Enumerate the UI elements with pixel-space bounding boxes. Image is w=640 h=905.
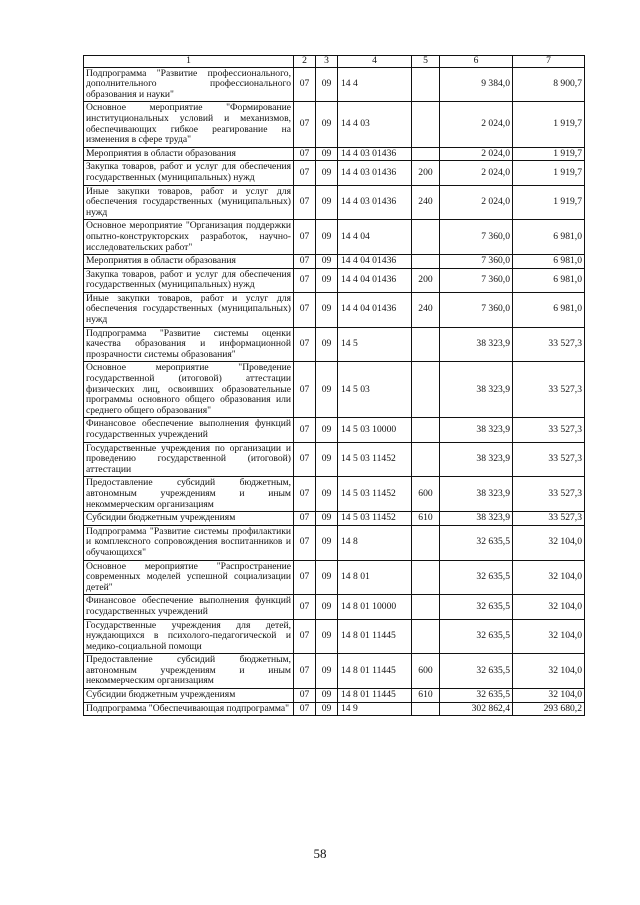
table-row bbox=[84, 418, 585, 442]
amount-col-7: 32 104,0 bbox=[513, 619, 585, 654]
target-article-code: 14 8 01 11445 bbox=[338, 689, 412, 703]
amount-col-7: 33 527,3 bbox=[513, 362, 585, 418]
target-article-code: 14 5 03 11452 bbox=[338, 512, 412, 526]
target-article-code: 14 5 03 11452 bbox=[338, 477, 412, 512]
amount-col-7: 32 104,0 bbox=[513, 689, 585, 703]
section-code: 07 bbox=[294, 619, 316, 654]
amount-col-7: 32 104,0 bbox=[513, 595, 585, 619]
amount-col-7: 33 527,3 bbox=[513, 477, 585, 512]
target-article-code: 14 9 bbox=[338, 702, 412, 716]
section-code: 07 bbox=[294, 67, 316, 102]
table-row bbox=[84, 161, 585, 185]
section-code: 07 bbox=[294, 512, 316, 526]
target-article-code: 14 4 03 01436 bbox=[338, 185, 412, 220]
section-code: 07 bbox=[294, 220, 316, 255]
table-row bbox=[84, 619, 585, 654]
expense-type-code: 200 bbox=[412, 268, 440, 292]
amount-col-6: 7 360,0 bbox=[440, 292, 513, 327]
amount-col-6: 2 024,0 bbox=[440, 102, 513, 147]
target-article-code: 14 8 bbox=[338, 525, 412, 560]
expense-type-code: 610 bbox=[412, 512, 440, 526]
expense-type-code bbox=[412, 102, 440, 147]
expense-type-code bbox=[412, 362, 440, 418]
row-name: Субсидии бюджетным учреждениям bbox=[84, 512, 294, 526]
row-name: Закупка товаров, работ и услуг для обеспечения государственных (муниципальных) нужд bbox=[84, 161, 294, 185]
target-article-code: 14 4 04 01436 bbox=[338, 255, 412, 269]
row-name: Основное мероприятие "Формирование институциональных условий и механизмов, обеспечивающих гибкое реагирование на изменения в сфере труда" bbox=[84, 102, 294, 147]
section-code: 07 bbox=[294, 268, 316, 292]
section-code: 07 bbox=[294, 292, 316, 327]
amount-col-7: 33 527,3 bbox=[513, 512, 585, 526]
target-article-code: 14 8 01 bbox=[338, 560, 412, 595]
column-header-7: 7 bbox=[513, 56, 585, 68]
row-name: Подпрограмма "Развитие профессионального, дополнительного профессионального образования и науки" bbox=[84, 67, 294, 102]
row-name: Финансовое обеспечение выполнения функций государственных учреждений bbox=[84, 595, 294, 619]
subsection-code: 09 bbox=[316, 512, 338, 526]
subsection-code: 09 bbox=[316, 442, 338, 477]
row-name: Иные закупки товаров, работ и услуг для обеспечения государственных (муниципальных) нужд bbox=[84, 185, 294, 220]
target-article-code: 14 4 04 bbox=[338, 220, 412, 255]
amount-col-6: 38 323,9 bbox=[440, 442, 513, 477]
amount-col-6: 32 635,5 bbox=[440, 689, 513, 703]
expense-type-code bbox=[412, 67, 440, 102]
column-header-1: 1 bbox=[84, 56, 294, 68]
table-row bbox=[84, 362, 585, 418]
expense-type-code bbox=[412, 560, 440, 595]
row-name: Предоставление субсидий бюджетным, автономным учреждениям и иным некоммерческим организациям bbox=[84, 654, 294, 689]
table-row bbox=[84, 595, 585, 619]
amount-col-6: 38 323,9 bbox=[440, 418, 513, 442]
table-row bbox=[84, 477, 585, 512]
subsection-code: 09 bbox=[316, 292, 338, 327]
amount-col-7: 33 527,3 bbox=[513, 442, 585, 477]
table-row bbox=[84, 442, 585, 477]
subsection-code: 09 bbox=[316, 619, 338, 654]
section-code: 07 bbox=[294, 689, 316, 703]
expense-type-code bbox=[412, 442, 440, 477]
section-code: 07 bbox=[294, 255, 316, 269]
target-article-code: 14 4 03 bbox=[338, 102, 412, 147]
row-name: Мероприятия в области образования bbox=[84, 147, 294, 161]
amount-col-6: 32 635,5 bbox=[440, 595, 513, 619]
row-name: Государственные учреждения по организации и проведению государственной (итоговой) аттестации bbox=[84, 442, 294, 477]
expense-type-code bbox=[412, 702, 440, 716]
row-name: Подпрограмма "Развитие системы оценки качества образования и информационной прозрачности системы образования" bbox=[84, 327, 294, 362]
row-name: Иные закупки товаров, работ и услуг для обеспечения государственных (муниципальных) нужд bbox=[84, 292, 294, 327]
column-header-5: 5 bbox=[412, 56, 440, 68]
expense-type-code bbox=[412, 147, 440, 161]
amount-col-7: 6 981,0 bbox=[513, 255, 585, 269]
section-code: 07 bbox=[294, 560, 316, 595]
row-name: Основное мероприятие "Организация поддержки опытно-конструкторских разработок, научно-исследовательских работ" bbox=[84, 220, 294, 255]
table-row bbox=[84, 292, 585, 327]
subsection-code: 09 bbox=[316, 161, 338, 185]
amount-col-7: 1 919,7 bbox=[513, 161, 585, 185]
expense-type-code bbox=[412, 327, 440, 362]
table-row bbox=[84, 702, 585, 716]
table-row bbox=[84, 147, 585, 161]
subsection-code: 09 bbox=[316, 67, 338, 102]
section-code: 07 bbox=[294, 595, 316, 619]
amount-col-7: 1 919,7 bbox=[513, 102, 585, 147]
table-row bbox=[84, 185, 585, 220]
subsection-code: 09 bbox=[316, 327, 338, 362]
amount-col-7: 32 104,0 bbox=[513, 654, 585, 689]
target-article-code: 14 5 03 10000 bbox=[338, 418, 412, 442]
expense-type-code: 200 bbox=[412, 161, 440, 185]
section-code: 07 bbox=[294, 327, 316, 362]
target-article-code: 14 5 bbox=[338, 327, 412, 362]
amount-col-7: 6 981,0 bbox=[513, 220, 585, 255]
row-name: Закупка товаров, работ и услуг для обеспечения государственных (муниципальных) нужд bbox=[84, 268, 294, 292]
subsection-code: 09 bbox=[316, 255, 338, 269]
amount-col-6: 7 360,0 bbox=[440, 268, 513, 292]
section-code: 07 bbox=[294, 654, 316, 689]
section-code: 07 bbox=[294, 525, 316, 560]
column-header-2: 2 bbox=[294, 56, 316, 68]
amount-col-7: 1 919,7 bbox=[513, 185, 585, 220]
table-row bbox=[84, 327, 585, 362]
table-row bbox=[84, 268, 585, 292]
amount-col-6: 7 360,0 bbox=[440, 255, 513, 269]
expense-type-code: 600 bbox=[412, 654, 440, 689]
target-article-code: 14 8 01 10000 bbox=[338, 595, 412, 619]
table-row bbox=[84, 512, 585, 526]
expense-type-code: 610 bbox=[412, 689, 440, 703]
amount-col-7: 293 680,2 bbox=[513, 702, 585, 716]
subsection-code: 09 bbox=[316, 654, 338, 689]
row-name: Субсидии бюджетным учреждениям bbox=[84, 689, 294, 703]
expense-type-code bbox=[412, 418, 440, 442]
expense-type-code bbox=[412, 220, 440, 255]
row-name: Подпрограмма "Обеспечивающая подпрограмма" bbox=[84, 702, 294, 716]
amount-col-6: 2 024,0 bbox=[440, 147, 513, 161]
table-row bbox=[84, 560, 585, 595]
table-row bbox=[84, 67, 585, 102]
subsection-code: 09 bbox=[316, 560, 338, 595]
table-row bbox=[84, 255, 585, 269]
amount-col-7: 32 104,0 bbox=[513, 560, 585, 595]
subsection-code: 09 bbox=[316, 595, 338, 619]
section-code: 07 bbox=[294, 702, 316, 716]
expense-type-code: 240 bbox=[412, 185, 440, 220]
target-article-code: 14 4 03 01436 bbox=[338, 147, 412, 161]
expense-type-code: 240 bbox=[412, 292, 440, 327]
amount-col-7: 1 919,7 bbox=[513, 147, 585, 161]
table-row bbox=[84, 654, 585, 689]
amount-col-6: 38 323,9 bbox=[440, 362, 513, 418]
subsection-code: 09 bbox=[316, 362, 338, 418]
subsection-code: 09 bbox=[316, 689, 338, 703]
amount-col-6: 38 323,9 bbox=[440, 512, 513, 526]
amount-col-6: 7 360,0 bbox=[440, 220, 513, 255]
column-header-3: 3 bbox=[316, 56, 338, 68]
section-code: 07 bbox=[294, 185, 316, 220]
section-code: 07 bbox=[294, 442, 316, 477]
target-article-code: 14 4 03 01436 bbox=[338, 161, 412, 185]
row-name: Предоставление субсидий бюджетным, автономным учреждениям и иным некоммерческим организациям bbox=[84, 477, 294, 512]
row-name: Подпрограмма "Развитие системы профилактики и комплексного сопровождения воспитанников и обучающихся" bbox=[84, 525, 294, 560]
section-code: 07 bbox=[294, 102, 316, 147]
subsection-code: 09 bbox=[316, 268, 338, 292]
page-number: 58 bbox=[313, 846, 327, 861]
row-name: Основное мероприятие "Проведение государственной (итоговой) аттестации физических лиц, освоивших образовательные программы основного общего образования или среднего общего образования" bbox=[84, 362, 294, 418]
section-code: 07 bbox=[294, 161, 316, 185]
amount-col-7: 33 527,3 bbox=[513, 418, 585, 442]
amount-col-6: 38 323,9 bbox=[440, 327, 513, 362]
expense-type-code bbox=[412, 525, 440, 560]
table-row bbox=[84, 689, 585, 703]
amount-col-7: 6 981,0 bbox=[513, 268, 585, 292]
amount-col-6: 32 635,5 bbox=[440, 525, 513, 560]
amount-col-7: 33 527,3 bbox=[513, 327, 585, 362]
target-article-code: 14 4 bbox=[338, 67, 412, 102]
subsection-code: 09 bbox=[316, 185, 338, 220]
amount-col-6: 2 024,0 bbox=[440, 161, 513, 185]
subsection-code: 09 bbox=[316, 418, 338, 442]
amount-col-6: 32 635,5 bbox=[440, 560, 513, 595]
amount-col-6: 2 024,0 bbox=[440, 185, 513, 220]
target-article-code: 14 4 04 01436 bbox=[338, 292, 412, 327]
expense-type-code bbox=[412, 595, 440, 619]
row-name: Основное мероприятие "Распространение современных моделей успешной социализации детей" bbox=[84, 560, 294, 595]
subsection-code: 09 bbox=[316, 702, 338, 716]
amount-col-7: 8 900,7 bbox=[513, 67, 585, 102]
amount-col-7: 32 104,0 bbox=[513, 525, 585, 560]
amount-col-6: 32 635,5 bbox=[440, 654, 513, 689]
target-article-code: 14 5 03 11452 bbox=[338, 442, 412, 477]
expense-type-code bbox=[412, 255, 440, 269]
expense-type-code bbox=[412, 619, 440, 654]
subsection-code: 09 bbox=[316, 102, 338, 147]
subsection-code: 09 bbox=[316, 477, 338, 512]
row-name: Финансовое обеспечение выполнения функций государственных учреждений bbox=[84, 418, 294, 442]
header-row bbox=[84, 56, 585, 68]
column-header-6: 6 bbox=[440, 56, 513, 68]
target-article-code: 14 8 01 11445 bbox=[338, 619, 412, 654]
section-code: 07 bbox=[294, 147, 316, 161]
target-article-code: 14 8 01 11445 bbox=[338, 654, 412, 689]
amount-col-6: 302 862,4 bbox=[440, 702, 513, 716]
subsection-code: 09 bbox=[316, 147, 338, 161]
target-article-code: 14 5 03 bbox=[338, 362, 412, 418]
table-row bbox=[84, 102, 585, 147]
target-article-code: 14 4 04 01436 bbox=[338, 268, 412, 292]
amount-col-7: 6 981,0 bbox=[513, 292, 585, 327]
subsection-code: 09 bbox=[316, 525, 338, 560]
budget-table bbox=[83, 55, 585, 716]
amount-col-6: 38 323,9 bbox=[440, 477, 513, 512]
subsection-code: 09 bbox=[316, 220, 338, 255]
expense-type-code: 600 bbox=[412, 477, 440, 512]
table-row bbox=[84, 220, 585, 255]
row-name: Государственные учреждения для детей, нуждающихся в психолого-педагогической и медико-социальной помощи bbox=[84, 619, 294, 654]
column-header-4: 4 bbox=[338, 56, 412, 68]
amount-col-6: 32 635,5 bbox=[440, 619, 513, 654]
table-row bbox=[84, 525, 585, 560]
section-code: 07 bbox=[294, 362, 316, 418]
amount-col-6: 9 384,0 bbox=[440, 67, 513, 102]
section-code: 07 bbox=[294, 477, 316, 512]
section-code: 07 bbox=[294, 418, 316, 442]
row-name: Мероприятия в области образования bbox=[84, 255, 294, 269]
